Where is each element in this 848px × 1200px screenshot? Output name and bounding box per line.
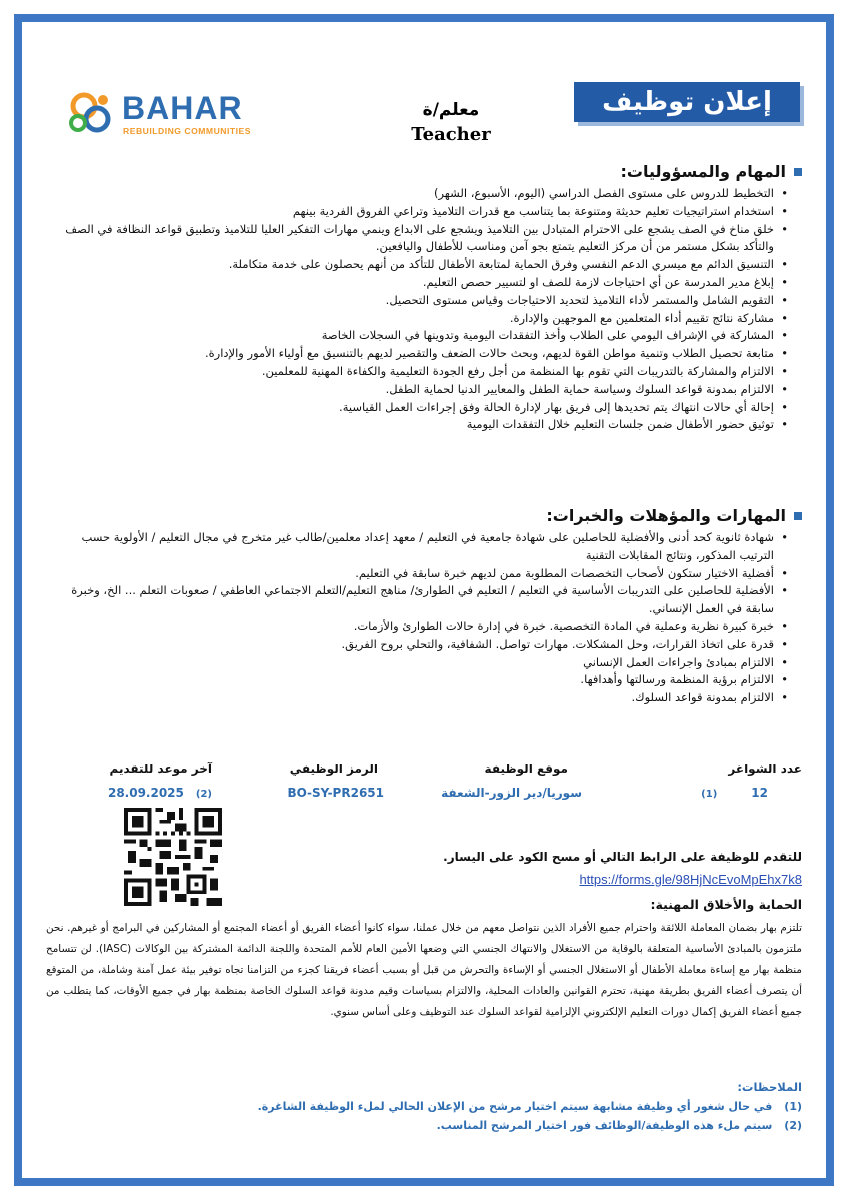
job-title [376,100,526,145]
list-item: • التخطيط للدروس على مستوى الفصل الدراسي (اليوم، الأسبوع، الشهر) [46,185,788,203]
qr-code[interactable] [124,808,222,906]
announcement-banner: إعلان توظيف [574,82,800,122]
list-item: • أفضلية الاختيار ستكون لأصحاب التخصصات المطلوبة ممن لديهم خبرة سابقة في التعليم. [46,565,788,583]
deadline-label: آخر موعد للتقديم [109,762,212,776]
list-item: • الالتزام بمدونة قواعد السلوك. [46,689,788,707]
vacancies-note: (1) [701,789,718,800]
protection-body: تلتزم بهار بضمان المعاملة اللائقة واحترام جميع الأفراد الذين نتواصل معهم من خلال عملنا، سواء كانوا أعضاء الفريق أو أعضاء المجتمع أو المشاركين في البرامج أو غيرهم. نحن ملتزمون بالمبادئ الأساسية المتعلقة بالوقاية من الاستغلال والانتهاك الجنسي التي وضعها الأمين العام للأمم المتحدة واللجنة الدائمة المشتركة بين الوكالات (IASC). لن تتسامح منظمة بهار مع إساءة معاملة الأطفال أو الاستغلال الجنسي أو الإساءة والتحرش من قبل أو بسبب أعضاء فريقنا كجزء من التزامنا تجاه توفير بيئة عمل آمنة وشاملة، من المتوقع أن يتصرف أعضاء الفريق بطريقة مهنية، تحترم القوانين والعادات المحلية، والالتزام بسياسات وقيم مدونة قواعد السلوك الخاصة بمنظمة بهار في جميع الأوقات، كما يتطلب من جميع أعضاء الفريق إكمال دورات التعليم الإلكتروني الإلزامية لقواعد السلوك عند التوظيف وعلى أساس سنوي. [46,922,802,1018]
list-item: • الالتزام برؤية المنظمة ورسالتها وأهدافها. [46,671,788,689]
apply-text: للتقدم للوظيفة على الرابط التالي أو مسح الكود على اليسار. [443,850,802,864]
list-item: • خبرة كبيرة نظرية وعملية في المادة التخصصية. خبرة في إدارة حالات الطوارئ والأزمات. [46,618,788,636]
list-item: • إبلاغ مدير المدرسة عن أي احتياجات لازمة للصف او لتسيير حصص التعليم. [46,274,788,292]
deadline-value: 28.09.2025 [107,786,184,800]
bahar-logo [64,86,274,140]
vacancies-value: 12 [751,786,768,800]
protection-section [46,897,802,1023]
job-title-en: Teacher [411,124,491,145]
notes-section [46,1080,802,1132]
list-item: • إحالة أي حالات انتهاك يتم تحديدها إلى فريق بهار لإدارة الحالة وفق إجراءات العمل القياسية. [46,399,788,417]
vacancies-cell [632,762,802,800]
list-item: • الأفضلية للحاصلين على التدريبات الأساسية في التعليم / التعليم في الطوارئ/ مناهج التعليم/التعلم الاجتماعي العاطفي / صعوبات التعلم ... الخ، وخبرة سابقة في العمل الإنساني. [46,582,788,618]
list-item: • الالتزام بمدونة قواعد السلوك وسياسة حماية الطفل والمعايير الدنيا لحماية الطفل. [46,381,788,399]
responsibilities-list [46,185,802,434]
skills-list [46,529,802,707]
location-label: موقع الوظيفة [484,762,568,776]
deadline-note: (2) [195,789,212,800]
list-item: • شهادة ثانوية كحد أدنى والأفضلية للحاصلين على شهادة جامعية في التعليم / معهد إعداد معلمين/طالب غير متخرج في مجال التعليم / الأولوية حسب الترتيب المذكور، ونتائج المقابلات التقنية [46,529,788,565]
list-item: • خلق مناخ في الصف يشجع على الاحترام المتبادل بين التلاميذ ويشجع على الابداع وينمي مهارات التفكير العليا للتلاميذ وتطبيق قواعد النظافة في الصف والتأكد بشكل مستمر من أن مركز التعليم يتمتع بجو آمن ومناسب للأطفال واليافعين. [46,221,788,257]
vacancies-label: عدد الشواغر [728,762,802,776]
responsibilities-heading: المهام والمسؤوليات: [620,162,786,181]
logo-tagline: REBUILDING COMMUNITIES [123,126,251,136]
list-item: • مشاركة نتائج تقييم أداء المتعلمين مع الموجهين والإدارة. [46,310,788,328]
deadline-cell [42,762,212,800]
bahar-logo-icon [64,86,118,140]
list-item: • المشاركة في الإشراف اليومي على الطلاب وأخذ التفقدات اليومية وتدوينها في السجلات الخاصة [46,327,788,345]
list-item: • استخدام استراتيجيات تعليم حديثة ومتنوعة بما يتناسب مع قدرات التلاميذ وتراعي الفروق الفردية بينهم [46,203,788,221]
location-value: سوريا/دير الزور-الشعفة [441,786,582,800]
list-item: • توثيق حضور الأطفال ضمن جلسات التعليم خلال التفقدات اليومية [46,416,788,434]
code-cell [222,762,392,800]
apply-section [443,850,802,887]
responsibilities-section [46,162,802,434]
list-item: • متابعة تحصيل الطلاب وتنمية مواطن القوة لديهم، وبحث حالات الضعف والتقصير لديهم بالتنسيق مع أولياء الأمور والإدارة. [46,345,788,363]
list-item: • التقويم الشامل والمستمر لأداء التلاميذ لتحديد الاحتياجات وقياس مستوى التحصيل. [46,292,788,310]
location-cell [412,762,582,800]
code-label: الرمز الوظيفي [289,762,378,776]
list-item: • التنسيق الدائم مع ميسري الدعم النفسي وفرق الحماية لمتابعة الأطفال للتأكد من أنهم يحصلون على خدمة متكاملة. [46,256,788,274]
logo-name: BAHAR [122,90,243,126]
notes-heading: الملاحظات: [737,1080,802,1094]
job-title-ar: معلم/ة [422,100,480,120]
code-value: BO-SY-PR2651 [287,786,384,800]
page-frame [14,14,834,1186]
note-item: (1)في حال شغور أي وظيفة مشابهة سيتم اختيار مرشح من الإعلان الحالي لملء الوظيفة الشاغرة. [257,1100,802,1113]
skills-heading: المهارات والمؤهلات والخبرات: [546,506,786,525]
protection-heading: الحماية والأخلاق المهنية: [650,897,802,912]
list-item: • قدرة على اتخاذ القرارات، وحل المشكلات. مهارات تواصل. الشفافية، والتحلي بروح الفريق. [46,636,788,654]
bullet-square-icon [794,168,802,176]
list-item: • الالتزام بمبادئ واجراءات العمل الإنساني [46,654,788,672]
skills-section [46,506,802,707]
apply-link[interactable]: https://forms.gle/98HjNcEvoMpEhx7k8 [579,872,802,887]
note-item: (2)سيتم ملء هذه الوظيفة/الوظائف فور اختيار المرشح المناسب. [436,1119,802,1132]
bullet-square-icon [794,512,802,520]
list-item: • الالتزام والمشاركة بالتدريبات التي تقوم بها المنظمة من أجل رفع الجودة التعليمية والكفاءة المهنية للمعلمين. [46,363,788,381]
